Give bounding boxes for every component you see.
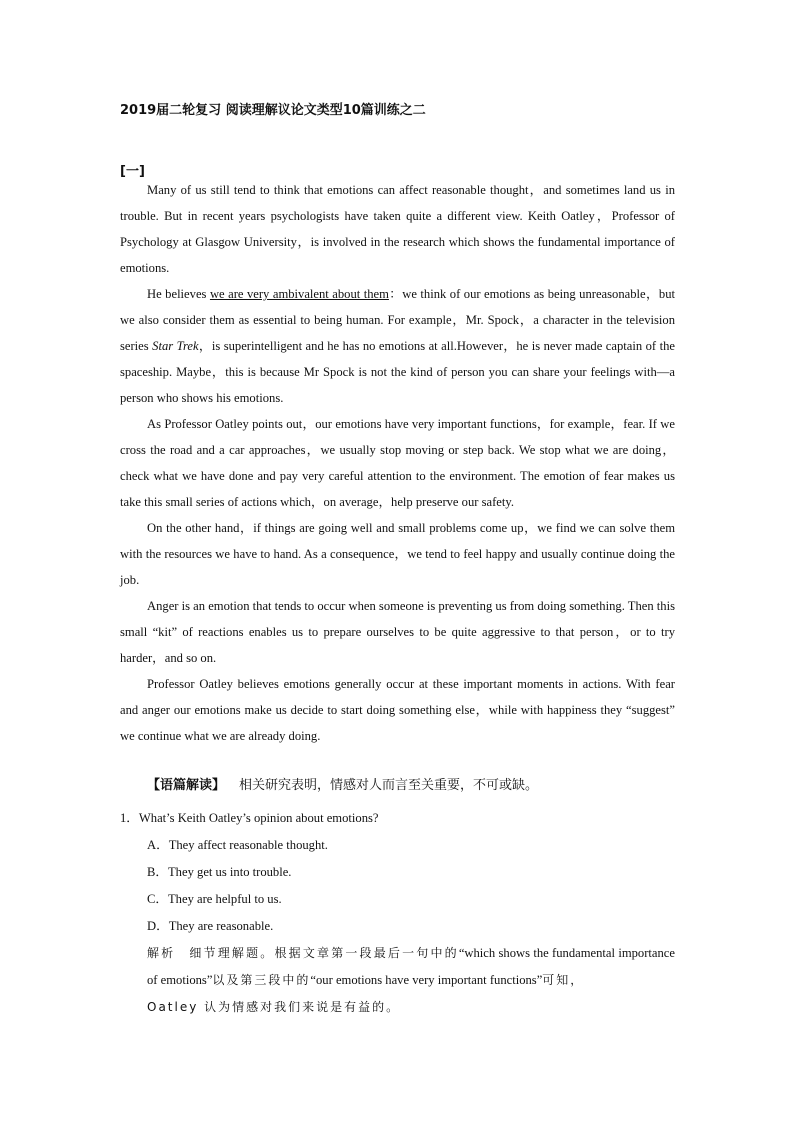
analysis-text-1: 细节理解题。根据文章第一段最后一句中的 xyxy=(189,946,459,960)
document-title: 2019届二轮复习 阅读理解议论文类型10篇训练之二 xyxy=(120,103,426,118)
paragraph-1: Many of us still tend to think that emotions can affect reasonable thought，and sometimes land us in trouble. But in recent years psychologists have taken quite a different view. Keith Oatley，Professor of Psychology at Glasgow University，is involved in the research which shows the fundamental importance of emotions. xyxy=(120,183,675,275)
question-stem: 1．What’s Keith Oatley’s opinion about emotions? xyxy=(120,811,379,825)
analysis-label: 解析 xyxy=(147,946,176,960)
analysis-text-2: 以及第三段中的 xyxy=(212,973,311,987)
analysis-quote-1: “which shows the fundamental importance of emotions” xyxy=(147,946,675,987)
paragraph-2-start: He believes xyxy=(147,287,210,301)
paragraph-2-middle: ：we think of our emotions as being unreasonable，but we also consider them as essential to being human. For example，Mr. Spock，a character in the television series xyxy=(120,287,675,353)
option-a: A．They affect reasonable thought. xyxy=(147,838,328,852)
analysis-text-3: 可知， xyxy=(542,973,585,987)
paragraph-2-end: ，is superintelligent and he has no emotions at all.However，he is never made captain of the spaceship. Maybe，this is because Mr Spock is not the kind of person you can share your feelings with—a person who shows his emotions. xyxy=(120,339,675,405)
paragraph-3: As Professor Oatley points out，our emotions have very important functions，for example，fear. If we cross the road and a car approaches，we usually stop moving or step back. We stop what we are doing，check what we have done and pay very careful attention to the environment. The emotion of fear makes us take this small series of actions which，on average，help preserve our safety. xyxy=(120,417,675,509)
section-label: [一] xyxy=(120,164,145,179)
answer-analysis xyxy=(147,940,675,1021)
option-d: D．They are reasonable. xyxy=(147,919,274,933)
interpretation-text: 相关研究表明，情感对人而言至关重要，不可或缺。 xyxy=(239,778,539,793)
paragraph-2 xyxy=(120,281,675,411)
option-b: B．They get us into trouble. xyxy=(147,865,292,879)
option-c: C．They are helpful to us. xyxy=(147,892,282,906)
paragraph-4: On the other hand，if things are going well and small problems come up，we find we can solve them with the resources we have to hand. As a consequence，we tend to feel happy and usually continue doing the job. xyxy=(120,521,675,587)
analysis-conclusion: Oatley 认为情感对我们来说是有益的。 xyxy=(147,1000,401,1014)
passage-interpretation xyxy=(147,774,538,793)
interpretation-tag: 【语篇解读】 xyxy=(147,778,226,793)
paragraph-5: Anger is an emotion that tends to occur when someone is preventing us from doing something. Then this small “kit” of reactions enables us to prepare ourselves to be quite aggressive to that person，or to try harder，and so on. xyxy=(120,599,675,665)
paragraph-6: Professor Oatley believes emotions generally occur at these important moments in actions. With fear and anger our emotions make us decide to start doing something else，while with happiness they “suggest” we continue what we are already doing. xyxy=(120,677,675,743)
underlined-phrase: we are very ambivalent about them xyxy=(209,287,389,301)
analysis-quote-2: “our emotions have very important functions” xyxy=(310,973,543,987)
question-1 xyxy=(120,805,680,940)
show-title: Star Trek xyxy=(152,339,199,353)
passage-body xyxy=(120,177,675,749)
